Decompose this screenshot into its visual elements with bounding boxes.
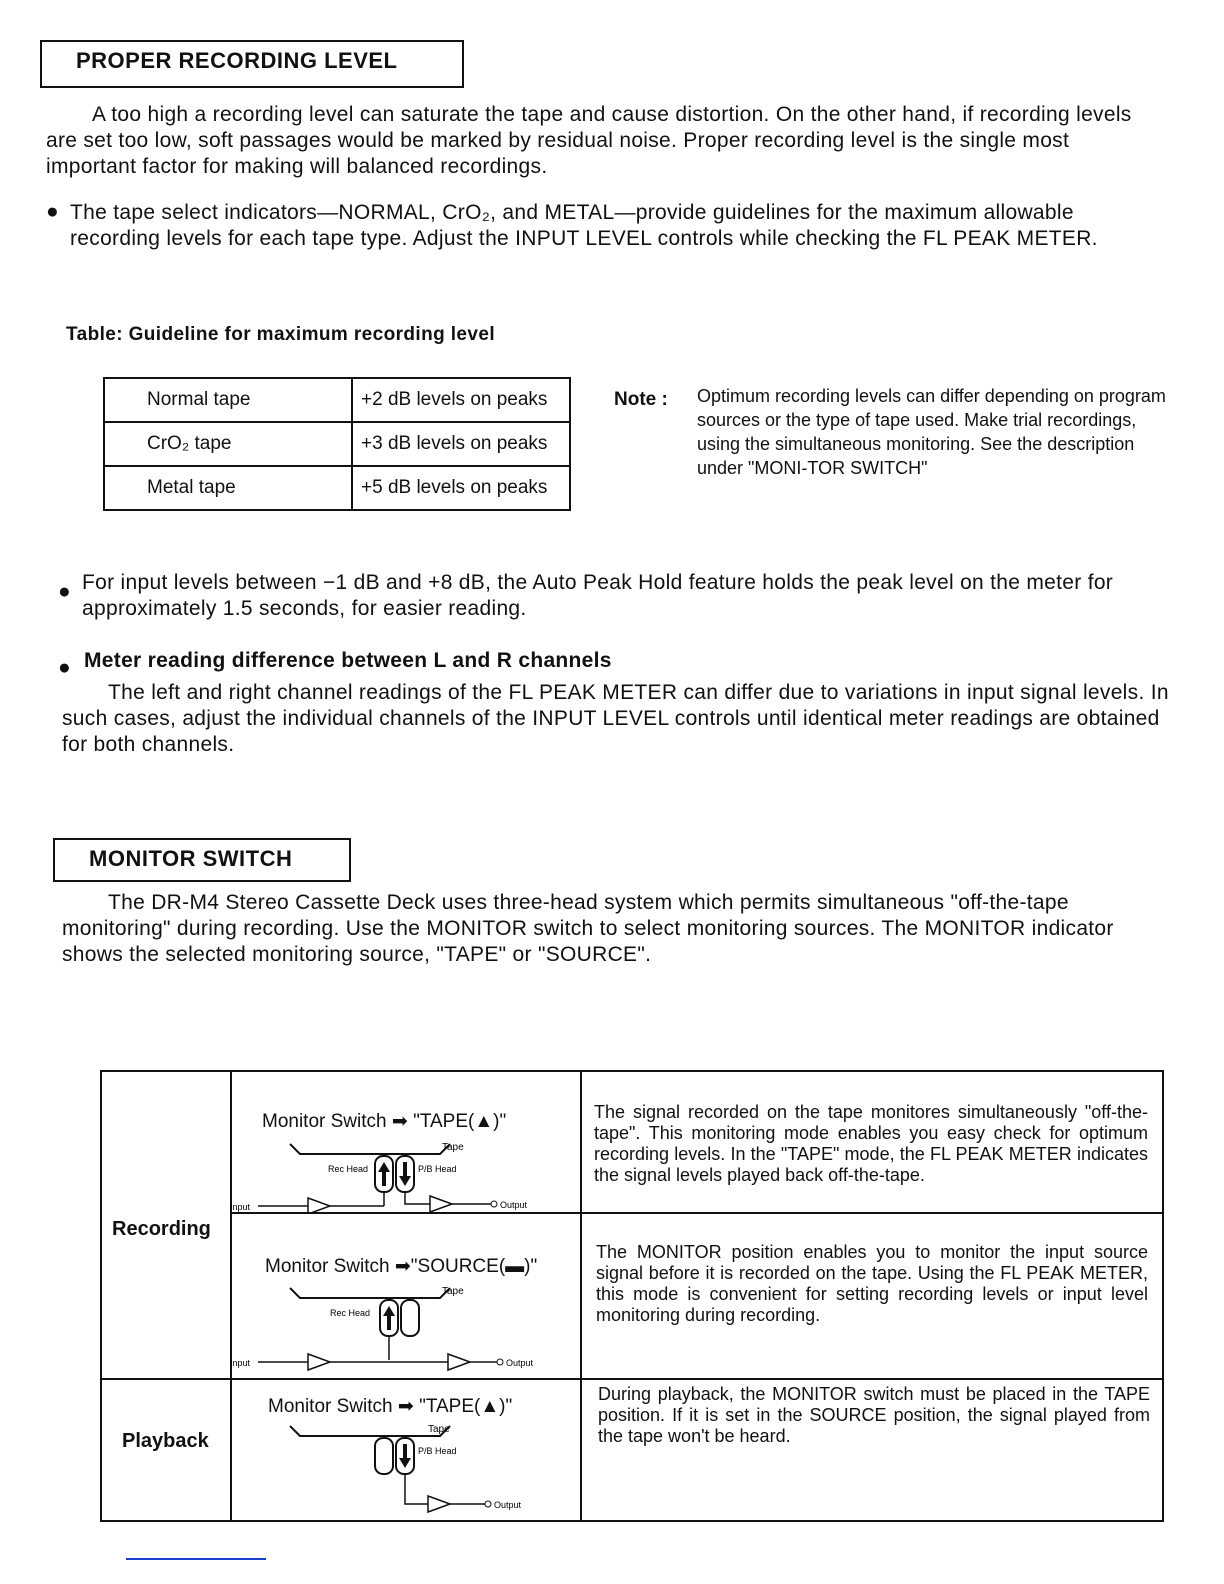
monitor-caption-tape: Monitor Switch ➡ "TAPE(▲)" <box>262 1111 507 1132</box>
output-label: Output <box>500 1200 528 1210</box>
rec-head-label: Rec Head <box>328 1164 369 1174</box>
source-mode-diagram <box>230 1278 580 1372</box>
output-label: Output <box>494 1500 522 1510</box>
blue-underline-mark <box>126 1558 266 1560</box>
row-label-playback: Playback <box>122 1430 209 1452</box>
table-title: Table: Guideline for maximum recording level <box>66 324 496 345</box>
monitor-description-tape: The signal recorded on the tape monitores simultaneously "off-the-tape". This monitoring mode enables you easy check for optimum recording levels. In the "TAPE" mode, the FL PEAK METER indicates the signal levels played back off-the-tape. <box>594 1102 1148 1185</box>
pb-head-label: P/B Head <box>418 1446 457 1456</box>
rec-head-label: Rec Head <box>330 1308 371 1318</box>
pb-head-label: P/B Head <box>418 1164 457 1174</box>
row-label-recording: Recording <box>112 1218 211 1240</box>
level-cell: +5 dB levels on peaks <box>352 466 570 510</box>
lr-subheading: Meter reading difference between L and R channels <box>84 649 612 672</box>
tape-type-cell: CrO₂ tape <box>104 422 352 466</box>
playback-mode-diagram <box>230 1416 580 1520</box>
tape-label: Tape <box>442 1142 464 1153</box>
level-cell: +3 dB levels on peaks <box>352 422 570 466</box>
note-text: Optimum recording levels can differ depending on program sources or the type of tape used. Make trial recordings, using the simultaneous monitoring. See the description under "MONI-TOR SWITCH" <box>697 386 1166 478</box>
table-row <box>104 378 570 422</box>
bullet-icon: ● <box>58 580 71 603</box>
monitor-paragraph: The DR-M4 Stereo Cassette Deck uses three-head system which permits simultaneous "off-the-tape monitoring" during recording. Use the MONITOR switch to select monitoring sources. The MONITOR indicator shows the selected monitoring source, "TAPE" or "SOURCE". <box>62 891 1114 966</box>
table-row <box>104 466 570 510</box>
table-row <box>104 422 570 466</box>
tape-mode-diagram <box>230 1132 580 1212</box>
section-heading-recording-level: PROPER RECORDING LEVEL <box>40 40 464 88</box>
monitor-table <box>100 1070 1164 1522</box>
auto-peak-paragraph: For input levels between −1 dB and +8 dB, the Auto Peak Hold feature holds the peak level on the meter for approximately 1.5 seconds, for easier reading. <box>82 571 1114 620</box>
level-table <box>103 377 571 511</box>
tape-label: Tape <box>428 1424 450 1435</box>
monitor-caption-source: Monitor Switch ➡"SOURCE(▬)" <box>265 1256 538 1277</box>
level-cell: +2 dB levels on peaks <box>352 378 570 422</box>
bullet-icon: ● <box>46 200 59 223</box>
tape-type-cell: Metal tape <box>104 466 352 510</box>
tape-label: Tape <box>442 1286 464 1297</box>
input-label: Input <box>230 1202 251 1212</box>
monitor-caption-playback: Monitor Switch ➡ "TAPE(▲)" <box>268 1396 513 1417</box>
input-label: Input <box>230 1358 251 1368</box>
output-label: Output <box>506 1358 534 1368</box>
tape-select-paragraph: The tape select indicators—NORMAL, CrO₂, and METAL—provide guidelines for the maximum allowable recording levels for each tape type. Adjust the INPUT LEVEL controls while checking the FL PEAK METER. <box>70 201 1098 250</box>
intro-paragraph: A too high a recording level can saturate the tape and cause distortion. On the other hand, if recording levels are set too low, soft passages would be marked by residual noise. Proper recording level is the single most important factor for making will balanced recordings. <box>46 103 1132 178</box>
lr-paragraph: The left and right channel readings of the FL PEAK METER can differ due to variations in input signal levels. In such cases, adjust the individual channels of the INPUT LEVEL controls until identical meter readings are obtained for both channels. <box>62 681 1169 756</box>
tape-type-cell: Normal tape <box>104 378 352 422</box>
monitor-description-playback: During playback, the MONITOR switch must be placed in the TAPE position. If it is set in the SOURCE position, the signal played from the tape won't be heard. <box>598 1384 1150 1446</box>
section-heading-monitor-switch: MONITOR SWITCH <box>53 838 351 882</box>
monitor-description-source: The MONITOR position enables you to monitor the input source signal before it is recorded on the tape. Using the FL PEAK METER, this mode is convenient for setting recording levels or input level monitoring during recording. <box>596 1242 1148 1325</box>
note-label: Note : <box>614 389 668 410</box>
bullet-icon: ● <box>58 656 71 679</box>
